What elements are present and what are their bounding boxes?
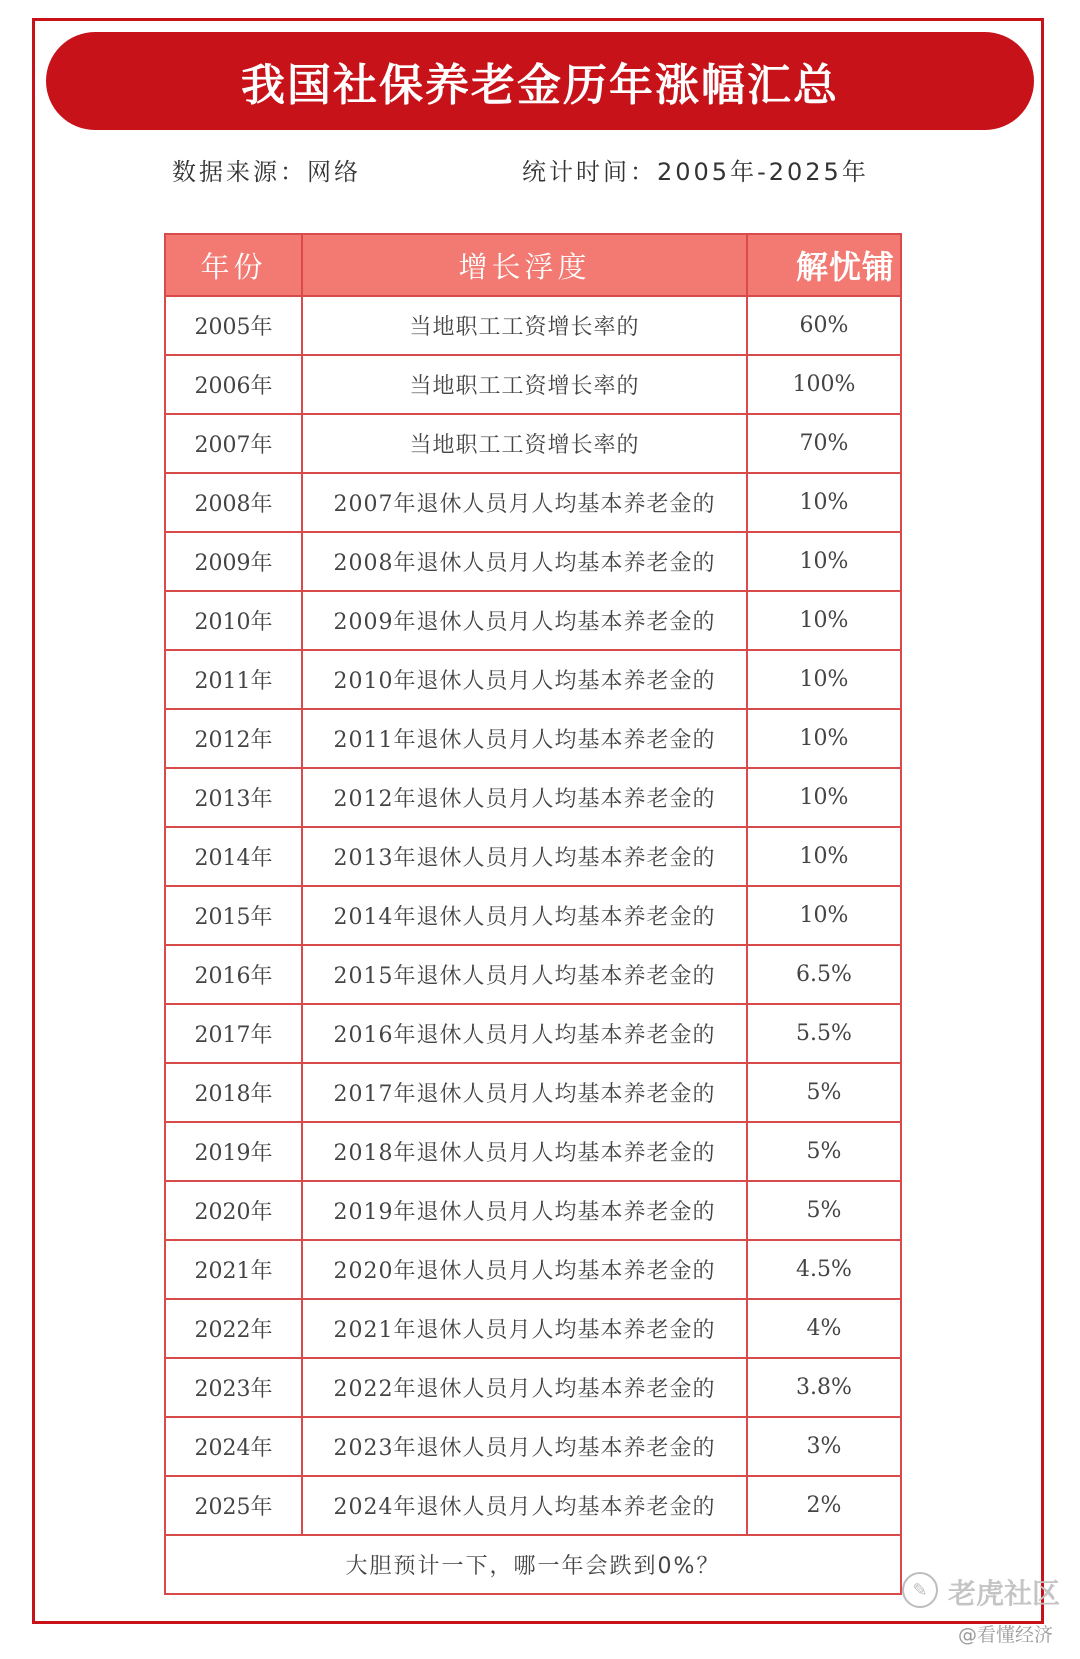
watermark-handle: @看懂经济 xyxy=(958,1624,1054,1646)
year-cell: 2012年 xyxy=(165,709,302,768)
table-row xyxy=(165,1358,901,1417)
year-cell: 2016年 xyxy=(165,945,302,1004)
rate-cell: 10% xyxy=(747,650,901,709)
rate-cell: 10% xyxy=(747,473,901,532)
year-cell: 2011年 xyxy=(165,650,302,709)
brand-logo: 解忧铺 xyxy=(795,248,895,286)
desc-cell: 2019年退休人员月人均基本养老金的 xyxy=(302,1181,747,1240)
table-row xyxy=(165,1299,901,1358)
year-cell: 2018年 xyxy=(165,1063,302,1122)
rate-cell: 10% xyxy=(747,591,901,650)
rate-cell: 10% xyxy=(747,768,901,827)
rate-cell: 4% xyxy=(747,1299,901,1358)
desc-cell: 当地职工工资增长率的 xyxy=(302,296,747,355)
table-footer-row xyxy=(165,1535,901,1594)
rate-cell: 70% xyxy=(747,414,901,473)
year-cell: 2006年 xyxy=(165,355,302,414)
rate-cell: 10% xyxy=(747,709,901,768)
title-banner xyxy=(46,32,1034,130)
rate-cell: 10% xyxy=(747,827,901,886)
desc-cell: 2023年退休人员月人均基本养老金的 xyxy=(302,1417,747,1476)
desc-cell: 2024年退休人员月人均基本养老金的 xyxy=(302,1476,747,1535)
table-row xyxy=(165,945,901,1004)
rate-cell: 100% xyxy=(747,355,901,414)
table-row xyxy=(165,709,901,768)
year-cell: 2024年 xyxy=(165,1417,302,1476)
desc-cell: 2018年退休人员月人均基本养老金的 xyxy=(302,1122,747,1181)
table-row xyxy=(165,1240,901,1299)
rate-cell: 10% xyxy=(747,532,901,591)
table-row xyxy=(165,886,901,945)
desc-cell: 2007年退休人员月人均基本养老金的 xyxy=(302,473,747,532)
table-row xyxy=(165,1417,901,1476)
period-label: 统计时间：2005年-2025年 xyxy=(522,158,869,186)
table-row xyxy=(165,532,901,591)
rate-cell: 3.8% xyxy=(747,1358,901,1417)
header-desc-label: 增长浮度 xyxy=(458,249,591,284)
table-row xyxy=(165,768,901,827)
year-cell: 2008年 xyxy=(165,473,302,532)
desc-cell: 当地职工工资增长率的 xyxy=(302,414,747,473)
year-cell: 2022年 xyxy=(165,1299,302,1358)
header-desc xyxy=(302,234,747,296)
year-cell: 2017年 xyxy=(165,1004,302,1063)
rate-cell: 3% xyxy=(747,1417,901,1476)
table-header-row xyxy=(165,234,901,296)
year-cell: 2014年 xyxy=(165,827,302,886)
tiger-logo-icon: ✎ xyxy=(902,1572,938,1608)
year-cell: 2015年 xyxy=(165,886,302,945)
table-row xyxy=(165,355,901,414)
source-label: 数据来源：网络 xyxy=(172,158,361,186)
desc-cell: 2022年退休人员月人均基本养老金的 xyxy=(302,1358,747,1417)
desc-cell: 2020年退休人员月人均基本养老金的 xyxy=(302,1240,747,1299)
table-row xyxy=(165,1476,901,1535)
desc-cell: 当地职工工资增长率的 xyxy=(302,355,747,414)
table-row xyxy=(165,650,901,709)
rate-cell: 10% xyxy=(747,886,901,945)
table-row xyxy=(165,296,901,355)
year-cell: 2010年 xyxy=(165,591,302,650)
rate-cell: 5% xyxy=(747,1063,901,1122)
table-row xyxy=(165,1004,901,1063)
table-row xyxy=(165,414,901,473)
rate-cell: 5% xyxy=(747,1181,901,1240)
rate-cell: 5% xyxy=(747,1122,901,1181)
desc-cell: 2011年退休人员月人均基本养老金的 xyxy=(302,709,747,768)
desc-cell: 2014年退休人员月人均基本养老金的 xyxy=(302,886,747,945)
rate-cell: 60% xyxy=(747,296,901,355)
footer-question: 大胆预计一下，哪一年会跌到0%？ xyxy=(165,1535,901,1594)
table-row xyxy=(165,591,901,650)
header-rate-cell xyxy=(747,234,901,296)
desc-cell: 2015年退休人员月人均基本养老金的 xyxy=(302,945,747,1004)
year-cell: 2007年 xyxy=(165,414,302,473)
desc-cell: 2013年退休人员月人均基本养老金的 xyxy=(302,827,747,886)
pension-table xyxy=(164,233,902,1595)
rate-cell: 6.5% xyxy=(747,945,901,1004)
year-cell: 2013年 xyxy=(165,768,302,827)
table-row xyxy=(165,1122,901,1181)
year-cell: 2025年 xyxy=(165,1476,302,1535)
year-cell: 2021年 xyxy=(165,1240,302,1299)
desc-cell: 2012年退休人员月人均基本养老金的 xyxy=(302,768,747,827)
desc-cell: 2010年退休人员月人均基本养老金的 xyxy=(302,650,747,709)
desc-cell: 2016年退休人员月人均基本养老金的 xyxy=(302,1004,747,1063)
table-row xyxy=(165,473,901,532)
year-cell: 2019年 xyxy=(165,1122,302,1181)
desc-cell: 2009年退休人员月人均基本养老金的 xyxy=(302,591,747,650)
page-title: 我国社保养老金历年涨幅汇总 xyxy=(241,60,839,111)
desc-cell: 2021年退休人员月人均基本养老金的 xyxy=(302,1299,747,1358)
header-year: 年份 xyxy=(165,234,302,296)
desc-cell: 2017年退休人员月人均基本养老金的 xyxy=(302,1063,747,1122)
watermark-site: 老虎社区 xyxy=(948,1577,1061,1610)
table-row xyxy=(165,827,901,886)
table-row xyxy=(165,1181,901,1240)
table-row xyxy=(165,1063,901,1122)
year-cell: 2023年 xyxy=(165,1358,302,1417)
year-cell: 2009年 xyxy=(165,532,302,591)
rate-cell: 5.5% xyxy=(747,1004,901,1063)
year-cell: 2005年 xyxy=(165,296,302,355)
rate-cell: 2% xyxy=(747,1476,901,1535)
year-cell: 2020年 xyxy=(165,1181,302,1240)
rate-cell: 4.5% xyxy=(747,1240,901,1299)
desc-cell: 2008年退休人员月人均基本养老金的 xyxy=(302,532,747,591)
